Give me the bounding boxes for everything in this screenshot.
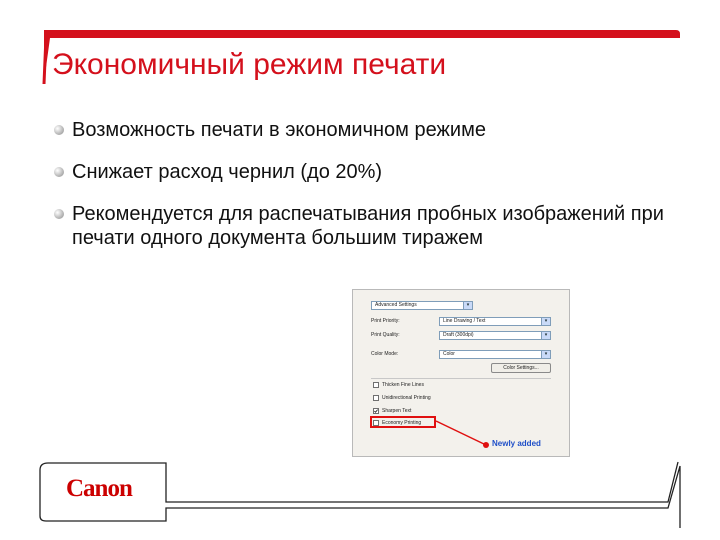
print-priority-value: Line Drawing / Text [443,318,486,324]
print-quality-label: Print Quality: [371,332,400,338]
checkbox-label: Unidirectional Printing [382,395,431,401]
economy-printing-highlight [370,416,436,428]
preset-value: Advanced Settings [375,302,417,308]
thicken-fine-lines-checkbox[interactable] [373,382,379,388]
preset-dropdown[interactable] [371,301,473,310]
printer-settings-dialog [352,289,570,457]
print-quality-dropdown[interactable] [439,331,551,340]
bullet-item [52,160,692,184]
bullet-text: Рекомендуется для распечатывания пробных изображений при печати одного документа большим тиражем [72,203,664,249]
bullet-list [52,118,692,268]
checkbox-label: Thicken Fine Lines [382,382,424,388]
color-mode-value: Color [443,351,455,357]
bullet-text: Возможность печати в экономичном режиме [72,119,486,141]
checkbox-label: Sharpen Text [382,408,412,414]
print-priority-label: Print Priority: [371,318,400,324]
checkbox-label: Economy Printing [382,420,422,426]
checkmark-icon [374,409,378,413]
bullet-icon [54,125,64,135]
chevron-down-icon[interactable]: ▾ [541,332,550,339]
color-mode-label: Color Mode: [371,351,399,357]
bullet-icon [54,209,64,219]
chevron-down-icon[interactable]: ▾ [541,318,550,325]
chevron-down-icon[interactable]: ▾ [541,351,550,358]
bullet-item [52,118,692,142]
sharpen-text-checkbox[interactable] [373,408,379,414]
divider [371,378,551,379]
chevron-down-icon[interactable]: ▾ [463,302,472,309]
newly-added-callout: Newly added [492,439,541,448]
bullet-text: Снижает расход чернил (до 20%) [72,161,383,183]
slide-title: Экономичный режим печати [52,48,447,81]
color-mode-dropdown[interactable] [439,350,551,359]
canon-logo: Canon [66,475,132,502]
bullet-icon [54,167,64,177]
color-settings-button[interactable]: Color Settings... [491,363,551,373]
print-quality-value: Draft (300dpi) [443,332,474,338]
unidirectional-printing-checkbox[interactable] [373,395,379,401]
bullet-item [52,202,692,250]
print-priority-dropdown[interactable] [439,317,551,326]
